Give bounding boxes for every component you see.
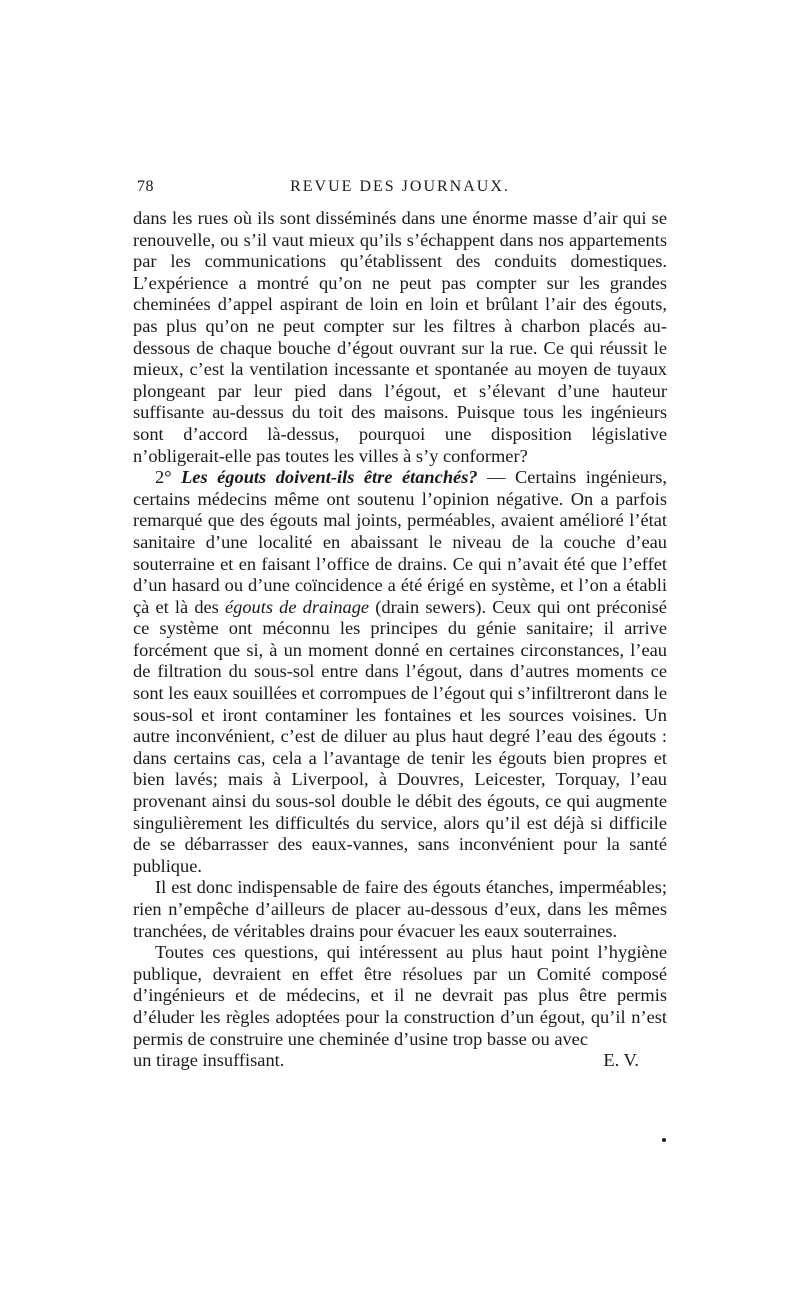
- page-number: 78: [137, 178, 154, 195]
- article-body: [133, 208, 667, 1072]
- section-number: 2°: [155, 467, 172, 488]
- page-header: [133, 178, 667, 200]
- closing-text: un tirage insuffisant.: [133, 1050, 285, 1071]
- running-title: REVUE DES JOURNAUX.: [290, 178, 510, 195]
- closing-line: [133, 1050, 667, 1072]
- paragraph-conclusion: Il est donc indispensable de faire des égouts étanches, imperméables; rien n’empêche d’ailleurs de placer au-dessous d’eux, dans les mêmes tranchées, de véritables drains pour évacuer les eaux souterraines.: [133, 877, 667, 941]
- document-page: [133, 178, 667, 1072]
- paragraph-comite: Toutes ces questions, qui intéressent au plus haut point l’hygiène publique, devraient en effet être résolues par un Comité composé d’ingénieurs et de médecins, et il ne devrait pas plus être permis d’éluder les règles adoptées pour la construction d’un égout, qu’il n’est permis de construire une cheminée d’usine trop basse ou avec: [133, 942, 667, 1049]
- paragraph-text: (drain sewers). Ceux qui ont préconisé ce système ont méconnu les principes du génie sanitaire; il arrive forcément que si, à un moment donné en certaines circonstances, l’eau de filtration du sous-sol entre dans l’égout, dans d’autres moments ce sont les eaux souillées et corrompues de l’égout qui s’infiltreront dans le sous-sol et iront contaminer les fontaines et les sources voisines. Un autre inconvénient, c’est de diluer au plus haut degré l’eau des égouts : dans certains cas, cela a l’avantage de tenir les égouts bien propres et bien lavés; mais à Liverpool, à Douvres, Leicester, Torquay, l’eau provenant ainsi du sous-sol double le débit des égouts, ce qui augmente singulièrement les difficultés du service, alors qu’il est déjà si difficile de se débarrasser des eaux-vannes, sans inconvénient pour la santé publique.: [133, 596, 667, 876]
- author-signature: E. V.: [603, 1050, 639, 1071]
- ink-speck-mark: [662, 1138, 666, 1142]
- paragraph-text: Certains ingénieurs, certains médecins même ont soutenu l’opinion négative. On a parfois remarqué que des égouts mal joints, perméables, avaient amélioré l’état sanitaire d’une localité en abaissant le niveau de la couche d’eau souterraine et en faisant l’office de drains. Ce qui n’avait été que l’effet d’un hasard ou d’une coïncidence a été érigé en système, et l’on a établi çà et là des: [133, 467, 667, 617]
- emphasis-term: égouts de drainage: [225, 596, 370, 617]
- paragraph-etanchement: [133, 467, 667, 877]
- heading-dash: —: [487, 467, 506, 488]
- section-heading: Les égouts doivent-ils être étanchés?: [181, 467, 478, 488]
- paragraph-ventilation: dans les rues où ils sont disséminés dans une énorme masse d’air qui se renouvelle, ou s’il vaut mieux qu’ils s’échappent dans nos appartements par les communications qu’établissent des conduits domestiques. L’expérience a montré qu’on ne peut pas compter sur les grandes cheminées d’appel aspirant de loin en loin et brûlant l’air des égouts, pas plus qu’on ne peut compter sur les filtres à charbon placés au-dessous de chaque bouche d’égout ouvrant sur la rue. Ce qui réussit le mieux, c’est la ventilation incessante et spontanée au moyen de tuyaux plongeant par leur pied dans l’égout, et s’élevant d’une hauteur suffisante au-dessus du toit des maisons. Puisque tous les ingénieurs sont d’accord là-dessus, pourquoi une disposition législative n’obligerait-elle pas toutes les villes à s’y conformer?: [133, 208, 667, 466]
